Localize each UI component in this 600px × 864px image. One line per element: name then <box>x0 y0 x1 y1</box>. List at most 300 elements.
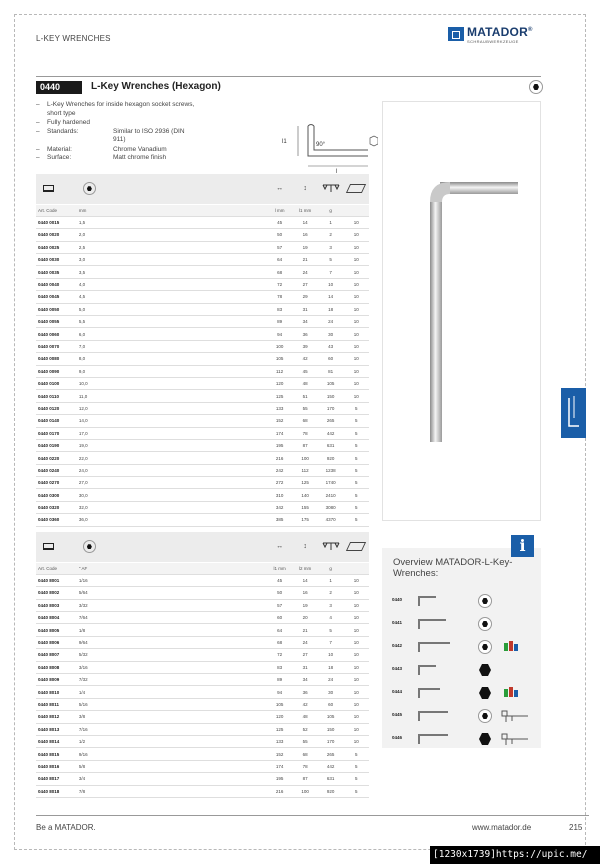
value-cell: 7/32 <box>77 674 118 686</box>
table-row <box>36 661 369 673</box>
art-code-cell: 0440 8001 <box>36 574 77 586</box>
value-cell: 50 <box>267 229 293 241</box>
value-cell: 920 <box>318 785 344 797</box>
value-cell: 57 <box>267 241 293 253</box>
l-key-wrench-icon <box>418 641 458 653</box>
value-cell: 5/16 <box>77 698 118 710</box>
value-cell: 10 <box>343 229 369 241</box>
value-cell: 310 <box>267 489 293 501</box>
spacer-cell <box>118 674 267 686</box>
value-cell: 10 <box>343 661 369 673</box>
art-code-cell: 0440 0080 <box>36 353 77 365</box>
value-cell: 21 <box>292 624 318 636</box>
value-cell: 342 <box>267 501 293 513</box>
value-cell: 152 <box>267 748 293 760</box>
value-cell: 100 <box>292 785 318 797</box>
value-cell: 51 <box>292 390 318 402</box>
overview-item <box>392 729 540 749</box>
value-cell: 48 <box>292 377 318 389</box>
table-row <box>36 501 369 513</box>
value-cell: 10 <box>343 686 369 698</box>
dim-l-label: l <box>336 169 338 174</box>
value-cell: 100 <box>292 452 318 464</box>
col-length1: l1 mm <box>267 562 293 574</box>
art-code-cell: 0440 0110 <box>36 390 77 402</box>
table-row <box>36 439 369 451</box>
technical-drawing <box>278 118 378 174</box>
value-cell: 195 <box>267 439 293 451</box>
value-cell: 170 <box>318 402 344 414</box>
value-cell: 72 <box>267 649 293 661</box>
value-cell: 2 <box>318 587 344 599</box>
art-code-cell: 0440 0040 <box>36 278 77 290</box>
value-cell: 2,0 <box>77 229 118 241</box>
hexagon-icon <box>478 663 492 677</box>
value-cell: 19 <box>292 599 318 611</box>
overview-item <box>392 591 540 611</box>
height-arrow-icon: ↕ <box>303 185 307 193</box>
value-cell: 5 <box>343 464 369 476</box>
art-code-cell: 0440 8004 <box>36 612 77 624</box>
value-cell: 150 <box>318 390 344 402</box>
value-cell: 27,0 <box>77 477 118 489</box>
spacer-cell <box>118 216 267 228</box>
value-cell: 3/8 <box>77 711 118 723</box>
art-code-cell: 0440 8010 <box>36 686 77 698</box>
value-cell: 55 <box>292 735 318 747</box>
value-cell: 16 <box>292 587 318 599</box>
table-row <box>36 649 369 661</box>
section-tab[interactable] <box>561 388 586 438</box>
art-code-cell: 0440 8005 <box>36 624 77 636</box>
spacer-cell <box>118 229 267 241</box>
art-code-cell: 0440 0035 <box>36 266 77 278</box>
value-cell: 31 <box>292 661 318 673</box>
overview-item <box>392 637 540 657</box>
weight-scale-icon <box>322 542 340 550</box>
value-cell: 9/64 <box>77 636 118 648</box>
value-cell: 2,5 <box>77 241 118 253</box>
colored-key-icon <box>500 685 530 701</box>
overview-item <box>392 706 540 726</box>
laptop-icon <box>43 185 54 192</box>
table-row <box>36 599 369 611</box>
table-row <box>36 477 369 489</box>
footer-slogan: Be a MATADOR. <box>36 823 96 832</box>
value-cell: 10 <box>343 574 369 586</box>
spec-surface: – Surface: Matt chrome finish <box>36 154 167 161</box>
value-cell: 9/16 <box>77 748 118 760</box>
spacer-cell <box>118 278 267 290</box>
laptop-icon <box>43 543 54 550</box>
value-cell: 57 <box>267 599 293 611</box>
value-cell: 18 <box>318 661 344 673</box>
weight-scale-icon <box>322 184 340 192</box>
spacer-cell <box>118 266 267 278</box>
table-row <box>36 328 369 340</box>
table-row <box>36 760 369 772</box>
value-cell: 920 <box>318 452 344 464</box>
value-cell: 1,5 <box>77 216 118 228</box>
spacer-cell <box>118 439 267 451</box>
inch-table <box>36 532 369 798</box>
value-cell: 10 <box>343 587 369 599</box>
table-row <box>36 624 369 636</box>
value-cell: 24 <box>318 316 344 328</box>
art-code-cell: 0440 0360 <box>36 514 77 526</box>
spacer-cell <box>118 241 267 253</box>
value-cell: 81 <box>318 365 344 377</box>
art-code-cell: 0440 8003 <box>36 599 77 611</box>
value-cell: 34 <box>292 674 318 686</box>
value-cell: 7,0 <box>77 340 118 352</box>
spacer-cell <box>118 661 267 673</box>
table-row <box>36 587 369 599</box>
value-cell: 10 <box>343 241 369 253</box>
value-cell: 43 <box>318 340 344 352</box>
overview-item-code: 0440 <box>392 597 403 602</box>
value-cell: 5 <box>343 760 369 772</box>
table-row <box>36 785 369 797</box>
art-code-cell: 0440 0015 <box>36 216 77 228</box>
dim-angle-label: 90° <box>316 142 326 148</box>
value-cell: 5 <box>343 477 369 489</box>
spacer-cell <box>118 587 267 599</box>
spacer-cell <box>118 636 267 648</box>
spacer-cell <box>118 649 267 661</box>
table-row <box>36 303 369 315</box>
watermark: [1230x1739]https://upic.me/ <box>430 846 600 864</box>
value-cell: 60 <box>318 698 344 710</box>
spacer-cell <box>118 415 267 427</box>
art-code-cell: 0440 8018 <box>36 785 77 797</box>
value-cell: 155 <box>292 501 318 513</box>
value-cell: 4 <box>318 612 344 624</box>
logo-text: MATADOR® <box>467 25 533 39</box>
value-cell: 174 <box>267 760 293 772</box>
table-row <box>36 686 369 698</box>
length-arrow-icon: ↔ <box>276 185 284 193</box>
value-cell: 24 <box>292 266 318 278</box>
table-row <box>36 390 369 402</box>
value-cell: 7 <box>318 636 344 648</box>
table-row <box>36 402 369 414</box>
value-cell: 42 <box>292 698 318 710</box>
value-cell: 10 <box>343 303 369 315</box>
value-cell: 78 <box>292 427 318 439</box>
value-cell: 22,0 <box>77 452 118 464</box>
box-icon <box>346 184 366 193</box>
value-cell: 14 <box>292 216 318 228</box>
value-cell: 78 <box>292 760 318 772</box>
spacer-cell <box>118 489 267 501</box>
value-cell: 89 <box>267 316 293 328</box>
value-cell: 10 <box>343 636 369 648</box>
overview-item-code: 0442 <box>392 643 403 648</box>
col-art-code: Art. Code <box>36 204 77 216</box>
table-row <box>36 452 369 464</box>
value-cell: 4370 <box>318 514 344 526</box>
value-cell: 55 <box>292 402 318 414</box>
overview-item <box>392 660 540 680</box>
spacer-cell <box>118 785 267 797</box>
art-code-cell: 0440 8007 <box>36 649 77 661</box>
l-key-wrench-icon <box>418 710 458 722</box>
overview-item <box>392 683 540 703</box>
value-cell: 8,0 <box>77 353 118 365</box>
value-cell: 10 <box>343 340 369 352</box>
value-cell: 10 <box>343 612 369 624</box>
value-cell: 10 <box>343 365 369 377</box>
art-code-cell: 0440 0270 <box>36 477 77 489</box>
hexagon-icon <box>478 709 492 723</box>
value-cell: 1740 <box>318 477 344 489</box>
table-row <box>36 254 369 266</box>
value-cell: 10 <box>318 278 344 290</box>
value-cell: 5 <box>343 773 369 785</box>
value-cell: 5/32 <box>77 649 118 661</box>
overview-item-code: 0441 <box>392 620 403 625</box>
art-code-cell: 0440 0055 <box>36 316 77 328</box>
value-cell: 60 <box>267 612 293 624</box>
value-cell: 29 <box>292 291 318 303</box>
box-icon <box>346 542 366 551</box>
value-cell: 7/16 <box>77 723 118 735</box>
value-cell: 24,0 <box>77 464 118 476</box>
table-row <box>36 698 369 710</box>
table-row <box>36 574 369 586</box>
col-length2: l2 mm <box>292 562 318 574</box>
value-cell: 125 <box>267 390 293 402</box>
product-specs <box>36 101 266 163</box>
value-cell: 17,0 <box>77 427 118 439</box>
value-cell: 10 <box>343 649 369 661</box>
spacer-cell <box>118 477 267 489</box>
value-cell: 42 <box>292 353 318 365</box>
spacer-cell <box>118 254 267 266</box>
value-cell: 150 <box>318 723 344 735</box>
value-cell: 1/16 <box>77 574 118 586</box>
col-length1: l1 mm <box>292 204 318 216</box>
footer-divider <box>36 815 589 816</box>
value-cell: 10 <box>343 377 369 389</box>
value-cell: 10 <box>343 266 369 278</box>
table-row <box>36 464 369 476</box>
value-cell: 3/16 <box>77 661 118 673</box>
value-cell: 3,0 <box>77 254 118 266</box>
value-cell: 105 <box>267 698 293 710</box>
product-code-badge: 0440 <box>36 81 82 94</box>
spacer-cell <box>118 574 267 586</box>
value-cell: 60 <box>318 353 344 365</box>
art-code-cell: 0440 8017 <box>36 773 77 785</box>
spacer-cell <box>118 377 267 389</box>
value-cell: 216 <box>267 452 293 464</box>
value-cell: 175 <box>292 514 318 526</box>
value-cell: 14 <box>318 291 344 303</box>
value-cell: 1/8 <box>77 624 118 636</box>
art-code-cell: 0440 0020 <box>36 229 77 241</box>
value-cell: 3/4 <box>77 773 118 785</box>
l-key-wrench-icon <box>418 733 458 745</box>
spacer-cell <box>118 427 267 439</box>
value-cell: 39 <box>292 340 318 352</box>
value-cell: 5 <box>343 415 369 427</box>
value-cell: 5 <box>343 785 369 797</box>
value-cell: 10 <box>343 599 369 611</box>
art-code-cell: 0440 0120 <box>36 402 77 414</box>
spacer-cell <box>118 464 267 476</box>
art-code-cell: 0440 0030 <box>36 254 77 266</box>
col-pack <box>343 204 369 216</box>
hexagon-icon <box>478 732 492 746</box>
value-cell: 170 <box>318 735 344 747</box>
table-row <box>36 636 369 648</box>
value-cell: 442 <box>318 427 344 439</box>
spacer-cell <box>118 698 267 710</box>
value-cell: 195 <box>267 773 293 785</box>
product-image-panel <box>382 101 541 521</box>
hexagon-icon <box>478 617 492 631</box>
col-length: l mm <box>267 204 293 216</box>
value-cell: 1/2 <box>77 735 118 747</box>
table-row <box>36 353 369 365</box>
value-cell: 105 <box>318 377 344 389</box>
value-cell: 2 <box>318 229 344 241</box>
art-code-cell: 0440 8015 <box>36 748 77 760</box>
metric-table <box>36 174 369 527</box>
table-row <box>36 415 369 427</box>
value-cell: 631 <box>318 439 344 451</box>
art-code-cell: 0440 8012 <box>36 711 77 723</box>
value-cell: 5 <box>343 489 369 501</box>
value-cell: 3,5 <box>77 266 118 278</box>
value-cell: 10 <box>343 735 369 747</box>
value-cell: 94 <box>267 686 293 698</box>
value-cell: 3/32 <box>77 599 118 611</box>
spacer-cell <box>118 624 267 636</box>
page-number: 215 <box>569 823 583 832</box>
caliper-icon <box>500 731 530 747</box>
l-key-wrench-icon <box>418 618 458 630</box>
art-code-cell: 0440 8013 <box>36 723 77 735</box>
art-code-cell: 0440 0090 <box>36 365 77 377</box>
feature-item: – Fully hardened <box>36 119 90 126</box>
value-cell: 68 <box>267 636 293 648</box>
value-cell: 10 <box>343 291 369 303</box>
table-row <box>36 377 369 389</box>
spacer-cell <box>118 328 267 340</box>
value-cell: 7 <box>318 266 344 278</box>
value-cell: 36 <box>292 328 318 340</box>
overview-item-code: 0445 <box>392 712 403 717</box>
value-cell: 36,0 <box>77 514 118 526</box>
table-row <box>36 674 369 686</box>
value-cell: 442 <box>318 760 344 772</box>
table-row <box>36 229 369 241</box>
spacer-cell <box>118 501 267 513</box>
table-row <box>36 489 369 501</box>
col-art-code: Art. Code <box>36 562 77 574</box>
spacer-cell <box>118 291 267 303</box>
art-code-cell: 0440 8014 <box>36 735 77 747</box>
matador-logo <box>448 25 544 45</box>
value-cell: 5,5 <box>77 316 118 328</box>
value-cell: 24 <box>318 674 344 686</box>
value-cell: 19 <box>292 241 318 253</box>
spacer-cell <box>118 514 267 526</box>
value-cell: 10 <box>343 353 369 365</box>
art-code-cell: 0440 0300 <box>36 489 77 501</box>
value-cell: 5 <box>343 748 369 760</box>
value-cell: 2410 <box>318 489 344 501</box>
value-cell: 105 <box>318 711 344 723</box>
art-code-cell: 0440 8002 <box>36 587 77 599</box>
hexagon-icon <box>478 640 492 654</box>
value-cell: 68 <box>292 748 318 760</box>
value-cell: 5 <box>318 624 344 636</box>
value-cell: 5 <box>343 439 369 451</box>
value-cell: 174 <box>267 427 293 439</box>
l-key-wrench-icon <box>418 595 458 607</box>
value-cell: 10 <box>343 711 369 723</box>
spacer-cell <box>118 748 267 760</box>
value-cell: 87 <box>292 773 318 785</box>
value-cell: 52 <box>292 723 318 735</box>
art-code-cell: 0440 0140 <box>36 415 77 427</box>
length-arrow-icon: ↔ <box>276 543 284 551</box>
hexagon-icon <box>529 80 543 94</box>
value-cell: 105 <box>267 353 293 365</box>
spacer-cell <box>118 316 267 328</box>
value-cell: 87 <box>292 439 318 451</box>
value-cell: 20 <box>292 612 318 624</box>
value-cell: 14 <box>292 574 318 586</box>
table-row <box>36 278 369 290</box>
value-cell: 72 <box>267 278 293 290</box>
value-cell: 10 <box>343 328 369 340</box>
value-cell: 30,0 <box>77 489 118 501</box>
value-cell: 64 <box>267 254 293 266</box>
table-row <box>36 216 369 228</box>
value-cell: 265 <box>318 748 344 760</box>
value-cell: 152 <box>267 415 293 427</box>
value-cell: 3080 <box>318 501 344 513</box>
value-cell: 7/64 <box>77 612 118 624</box>
value-cell: 9,0 <box>77 365 118 377</box>
spacer-cell <box>118 303 267 315</box>
value-cell: 18 <box>318 303 344 315</box>
spacer-cell <box>118 599 267 611</box>
spacer-cell <box>118 402 267 414</box>
caliper-icon <box>500 708 530 724</box>
value-cell: 19,0 <box>77 439 118 451</box>
value-cell: 12,0 <box>77 402 118 414</box>
table-row <box>36 773 369 785</box>
art-code-cell: 0440 8006 <box>36 636 77 648</box>
value-cell: 11,0 <box>77 390 118 402</box>
spacer-cell <box>118 612 267 624</box>
hexagon-icon <box>83 182 96 195</box>
logo-mark-icon <box>448 27 464 41</box>
value-cell: 272 <box>267 477 293 489</box>
hexagon-icon <box>478 594 492 608</box>
spacer-cell <box>118 723 267 735</box>
spacer-cell <box>118 390 267 402</box>
table-row <box>36 266 369 278</box>
spacer-cell <box>118 711 267 723</box>
footer-url[interactable]: www.matador.de <box>472 823 532 832</box>
